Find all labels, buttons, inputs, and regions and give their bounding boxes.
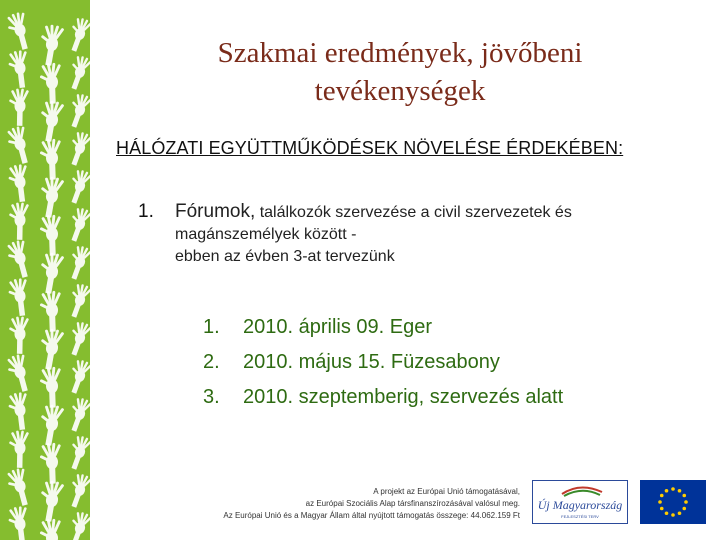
- hand-shape: [7, 277, 32, 317]
- list-item: [203, 345, 563, 380]
- hand-shape: [36, 175, 65, 219]
- list-item: [203, 380, 563, 415]
- hand-shape: [64, 433, 90, 471]
- item-text: [175, 201, 675, 268]
- hand-shape: [5, 467, 34, 508]
- hand-shape: [7, 163, 32, 203]
- hand-shape: [64, 395, 90, 433]
- hand-shape: [64, 15, 90, 53]
- list-text: 2010. szeptemberig, szervezés alatt: [243, 386, 564, 408]
- hand-shape: [64, 129, 90, 167]
- hand-shape: [36, 251, 65, 295]
- eu-star: [660, 494, 664, 498]
- item-lead: Fórumok,: [175, 201, 256, 222]
- footer-line-2: az Európai Szociális Alap társfinanszírozásával valósul meg.: [305, 499, 520, 508]
- hand-shape: [7, 391, 32, 431]
- eu-star: [671, 487, 675, 491]
- eu-star: [660, 507, 664, 511]
- eu-flag-icon: [640, 480, 706, 524]
- hand-shape: [7, 49, 32, 89]
- eu-star: [682, 507, 686, 511]
- hand-shape: [64, 243, 90, 281]
- hand-shape: [8, 316, 29, 354]
- hand-shape: [39, 62, 62, 104]
- list-number: 2.: [203, 351, 220, 373]
- event-list: [203, 310, 563, 415]
- hand-shape: [39, 138, 62, 180]
- hand-shape: [7, 505, 32, 540]
- section-heading: HÁLÓZATI EGYÜTTMŰKÖDÉSEK NÖVELÉSE ÉRDEKÉBEN:: [116, 138, 624, 158]
- hand-shape: [39, 290, 62, 332]
- eu-star: [671, 513, 675, 517]
- hand-shape: [64, 509, 90, 540]
- list-text: 2010. május 15. Füzesabony: [243, 351, 500, 373]
- hand-shape: [64, 471, 90, 509]
- eu-star: [682, 494, 686, 498]
- eu-star: [678, 511, 682, 515]
- hand-shape: [8, 430, 29, 468]
- hand-shape: [5, 239, 34, 280]
- hand-shape: [64, 205, 90, 243]
- footer-line-3: Az Európai Unió és a Magyar Állam által nyújtott támogatás összege: 44.062.159 Ft: [223, 511, 520, 520]
- item-line-3: ebben az évben 3-at tervezünk: [175, 248, 395, 265]
- hand-shape: [64, 91, 90, 129]
- slide-title: [120, 34, 680, 110]
- hand-shape: [39, 366, 62, 408]
- footer-line-1: A projekt az Európai Unió támogatásával,: [373, 487, 520, 496]
- hand-shape: [64, 281, 90, 319]
- list-text: 2010. április 09. Eger: [243, 316, 433, 338]
- raised-hands-icon: [0, 0, 90, 540]
- list-item: [203, 310, 563, 345]
- hand-shape: [8, 88, 29, 126]
- eu-star: [665, 489, 669, 493]
- decorative-sidebar: [0, 0, 90, 540]
- hand-shape: [39, 442, 62, 484]
- hand-shape: [5, 353, 34, 394]
- hand-shape: [64, 357, 90, 395]
- eu-star: [684, 500, 688, 504]
- hand-shape: [5, 125, 34, 166]
- item-rest: találkozók szervezése a civil szervezetek és: [255, 204, 572, 221]
- hand-shape: [5, 11, 34, 52]
- hand-shape: [39, 214, 62, 256]
- hand-shape: [64, 167, 90, 205]
- hand-shape: [36, 99, 65, 143]
- hand-shape: [36, 403, 65, 447]
- logo-wordmark: Új Magyarország: [537, 498, 623, 512]
- item-number: 1.: [138, 201, 154, 222]
- uj-magyarorszag-logo: [532, 480, 628, 524]
- hand-shape: [36, 23, 65, 67]
- eu-star: [665, 511, 669, 515]
- hand-shape: [8, 202, 29, 240]
- eu-star: [678, 489, 682, 493]
- item-line-2: magánszemélyek között -: [175, 226, 357, 243]
- hand-shape: [64, 53, 90, 91]
- list-number: 3.: [203, 386, 220, 408]
- funding-footer: [160, 486, 520, 522]
- list-number: 1.: [203, 316, 220, 338]
- title-line-2: tevékenységek: [314, 75, 486, 107]
- hand-shape: [64, 319, 90, 357]
- logo-subtitle: FEJLESZTÉSI TERV: [561, 514, 599, 519]
- title-line-1: Szakmai eredmények, jövőbeni: [217, 37, 583, 69]
- eu-star: [658, 500, 662, 504]
- hand-shape: [36, 327, 65, 371]
- hand-shape: [36, 479, 65, 523]
